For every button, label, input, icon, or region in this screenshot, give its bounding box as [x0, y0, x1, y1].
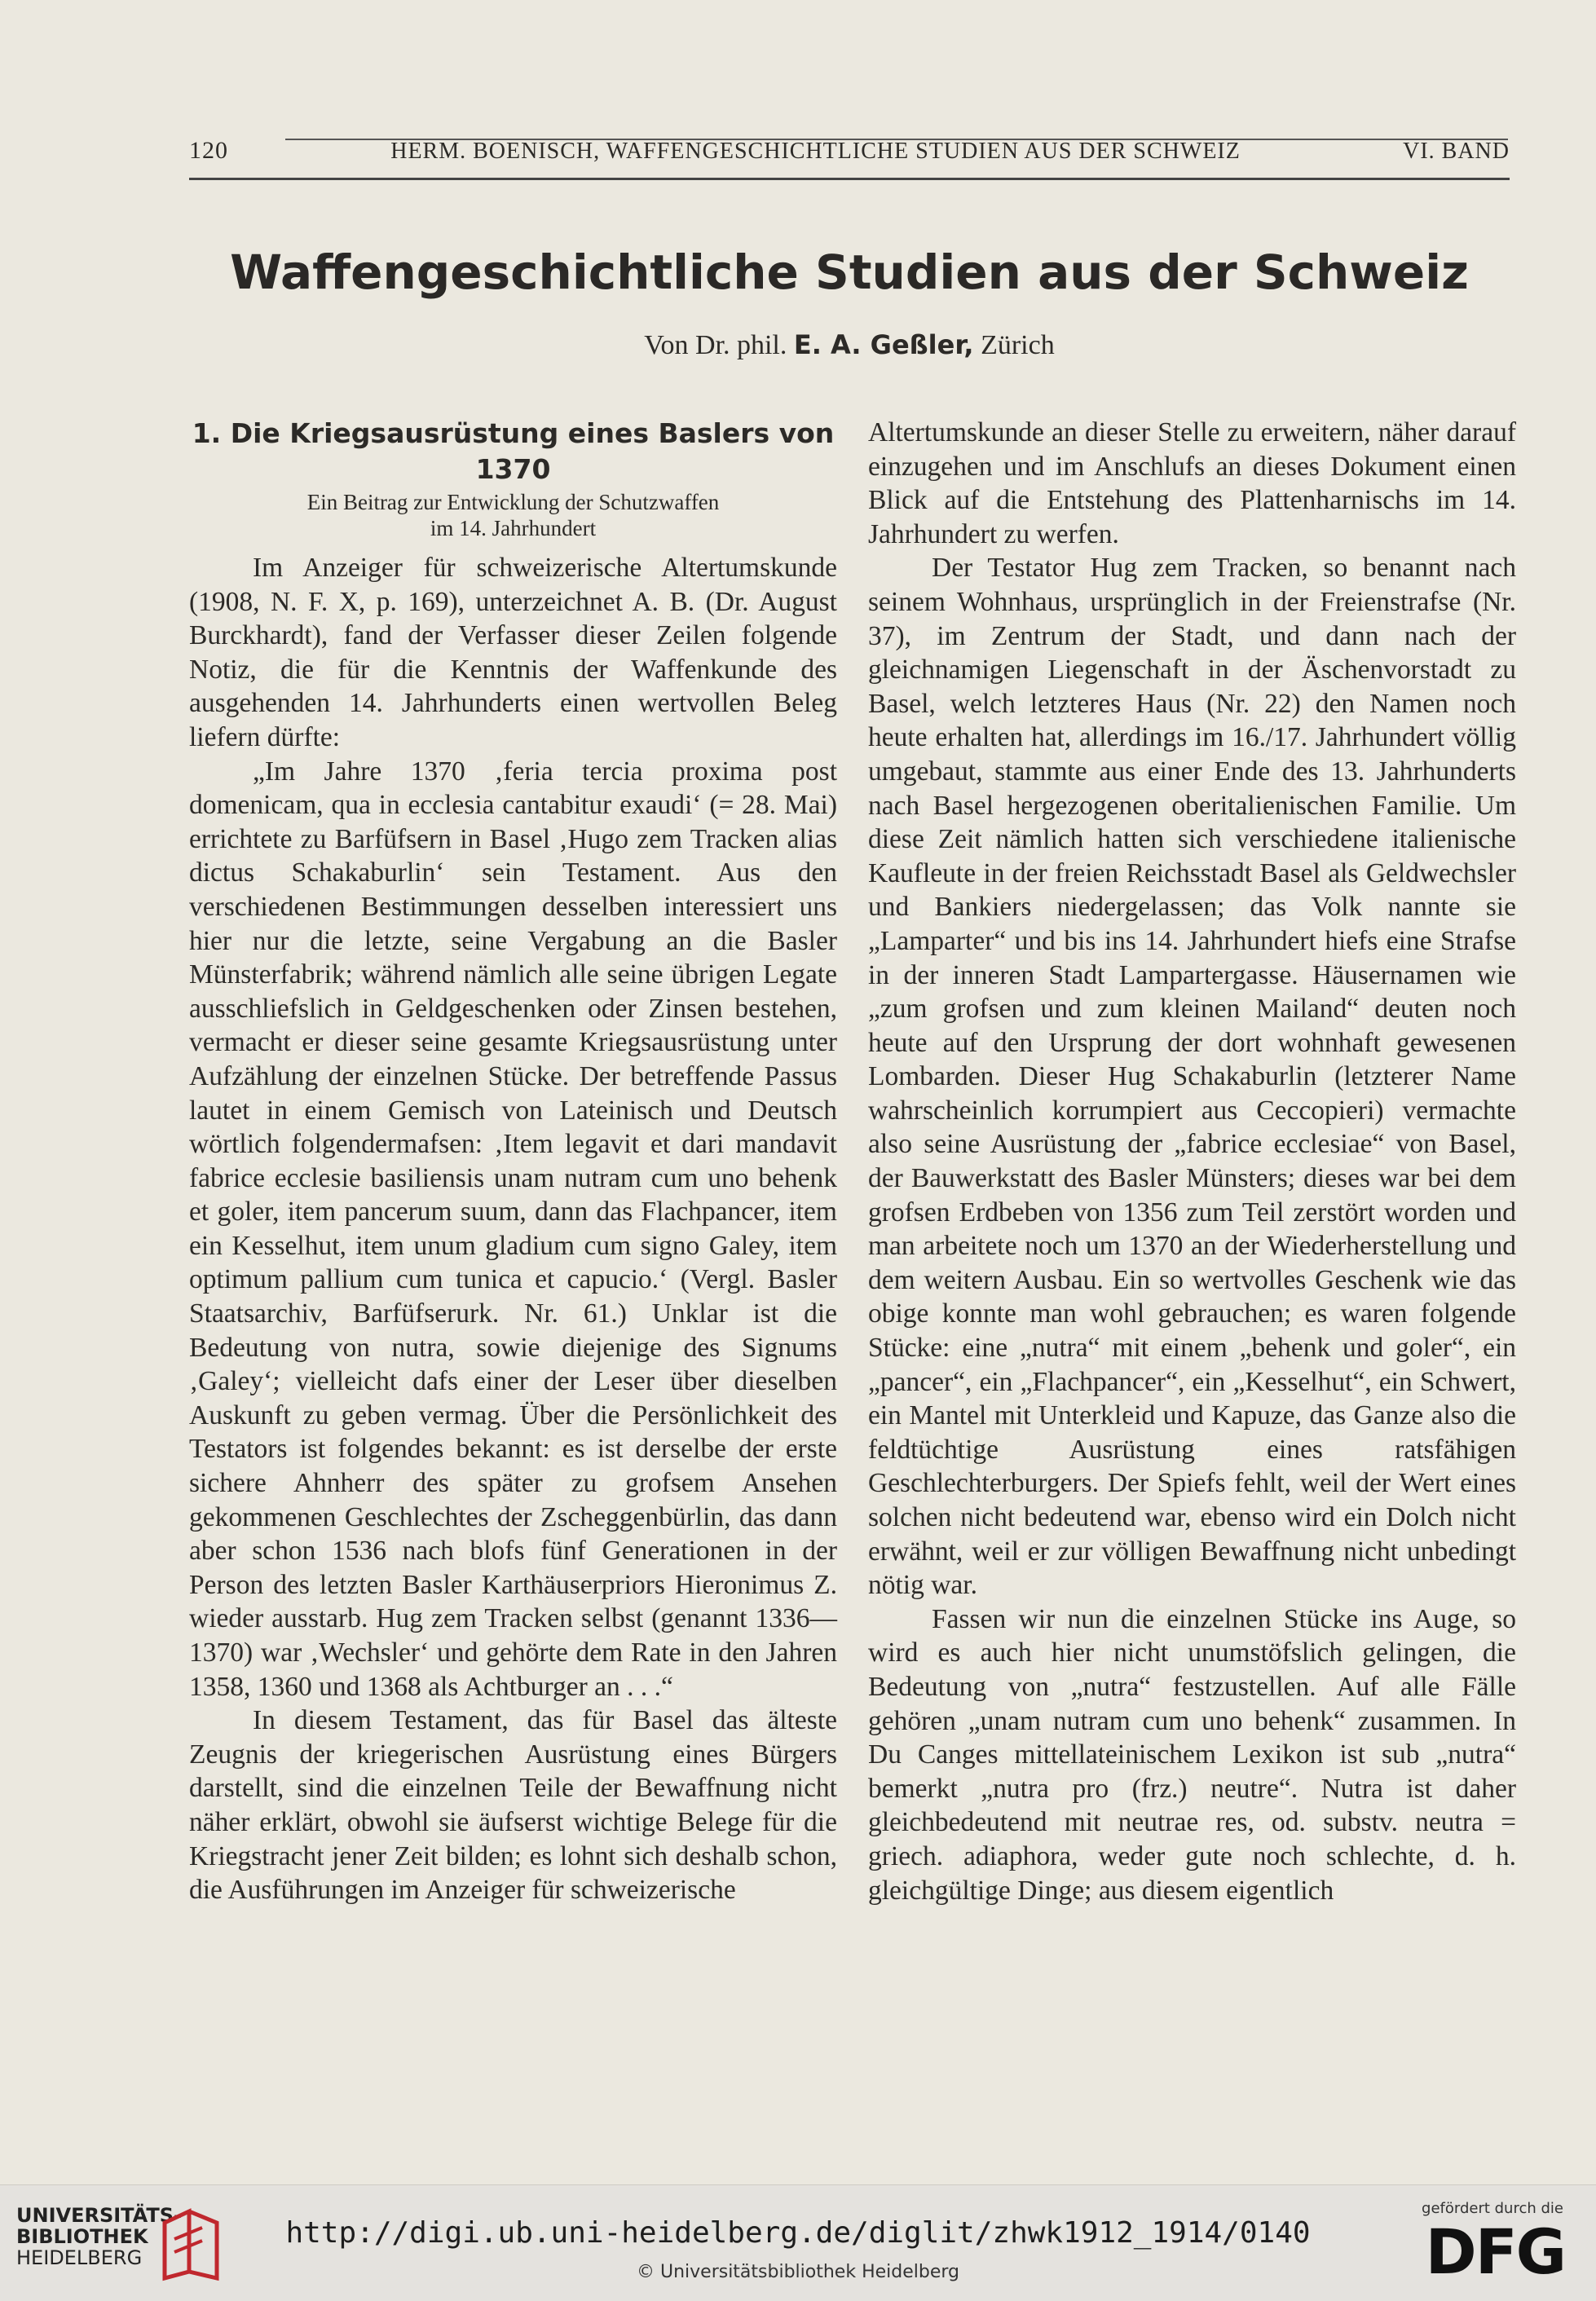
right-column: [868, 416, 1516, 1907]
paragraph: „Im Jahre 1370 ‚feria tercia proxima post domenicam, qua in ecclesia cantabitur exaudi‘ (= 28. Mai) errichtete zu Barfüfsern in Basel ‚Hugo zem Tracken alias dictus Schakaburlin‘ sein Testament. Aus den verschiedenen Bestimmungen desselben interessiert uns hier nur die letzte, seine Vergabung an die Basler Münsterfabrik; während nämlich alle seine übrigen Legate ausschliefslich in Geldgeschenken oder Zinsen bestehen, vermacht er dieser seine gesamte Kriegsausrüstung unter Aufzählung der einzelnen Stücke. Der betreffende Passus lautet in einem Gemisch von Lateinisch und Deutsch wörtlich folgendermafsen: ‚Item legavit et dari mandavit fabrice ecclesie basiliensis unam nutram cum uno behenk et goler, item pancerum suum, dann das Flachpancer, item ein Kesselhut, item unum gladium cum signo Galey, item optimum pallium cum tunica et capucio.‘ (Vergl. Basler Staatsarchiv, Barfüfserurk. Nr. 61.) Unklar ist die Bedeutung von nutra, sowie diejenige des Signums ‚Galey‘; vielleicht dafs einer der Leser über dieselben Auskunft zu geben vermag. Über die Persönlichkeit des Testators ist folgendes bekannt: es ist derselbe der erste sichere Ahnherr des später zu grofsem Ansehen gekommenen Geschlechtes der Zscheggenbürlin, das dann aber schon 1536 nach blofs fünf Generationen in der Person des letzten Basler Karthäuserpriors Hieronimus Z. wieder ausstarb. Hug zem Tracken selbst (genannt 1336—1370) war ‚Wechsler‘ und gehörte dem Rate in den Jahren 1358, 1360 und 1368 als Achtburger an . . .“: [189, 756, 837, 1702]
permalink-url[interactable]: http://digi.ub.uni-heidelberg.de/diglit/zhwk1912_1914/0140: [285, 2216, 1311, 2250]
viewer-footer: [0, 2184, 1596, 2301]
paragraph: Der Testator Hug zem Tracken, so benannt nach seinem Wohnhaus, ursprünglich in der Freienstrafse (Nr. 37), im Zentrum der Stadt, und dann nach der gleichnamigen Liegenschaft in der Äschenvorstadt zu Basel, welch letzteres Haus (Nr. 22) den Namen noch heute erhalten hat, allerdings im 16./17. Jahrhundert völlig umgebaut, stammte aus einer Ende des 13. Jahrhunderts nach Basel hergezogenen oberitalienischen Familie. Um diese Zeit nämlich hatten sich verschiedene italienische Kaufleute in der freien Reichsstadt Basel als Geldwechsler und Bankiers niedergelassen; das Volk nannte sie „Lamparter“ und bis ins 14. Jahrhundert hiefs eine Strafse in der inneren Stadt Lampartergasse. Häusernamen wie „zum grofsen und zum kleinen Mailand“ deuten noch heute auf den Ursprung der dort wohnhaft gewesenen Lombarden. Dieser Hug Schakaburlin (letzterer Name wahrscheinlich korrumpiert aus Ceccopieri) vermachte also seine Ausrüstung der „fabrice ecclesiae“ von Basel, der Bauwerkstatt des Basler Münsters; dieses war bei dem grofsen Erdbeben von 1356 zum Teil zerstört worden und man arbeitete noch um 1370 an der Wiederherstellung und dem weitern Ausbau. Ein so wertvolles Geschenk wie das obige konnte man wohl gebrauchen; es waren folgende Stücke: eine „nutra“ mit einem „behenk und goler“, ein „pancer“, ein „Flachpancer“, ein „Kesselhut“, ein Schwert, ein Mantel mit Unterkleid und Kapuze, das Ganze also die feldtüchtige Ausrüstung eines ratsfähigen Geschlechterburgers. Der Spiefs fehlt, weil der Wert eines solchen nicht bedeutend war, ebenso wird ein Dolch nicht erwähnt, weil er zur völligen Bewaffnung nicht unbedingt nötig war.: [868, 553, 1516, 1601]
paragraph: Altertumskunde an dieser Stelle zu erweitern, näher darauf einzugehen und im Anschlufs an dieses Dokument einen Blick auf die Entstehung des Plattenharnischs im 14. Jahrhundert zu werfen.: [868, 417, 1516, 549]
author-name: E. A. Geßler,: [793, 329, 974, 360]
author-location: Zürich: [981, 330, 1055, 360]
section-subtitle-line-1: Ein Beitrag zur Entwicklung der Schutzwaffen: [306, 490, 720, 514]
paragraph: Fassen wir nun die einzelnen Stücke ins Auge, so wird es auch hier nicht unumstöfslich gelingen, die Bedeutung von „nutra“ festzustellen. Auf alle Fälle gehören „unam nutram cum uno behenk“ zusammen. In Du Canges mittellateinischem Lexikon ist sub „nutra“ bemerkt „nutra pro (frz.) neutre“. Nutra ist daher gleichbedeutend mit neutrae res, od. substv. neutra = griech. adiaphora, weder gute noch schlechte, d. h. gleichgültige Dinge; aus diesem eigentlich: [868, 1603, 1516, 1906]
header-rule-bottom: [189, 178, 1510, 180]
running-header: [189, 137, 1510, 165]
library-name-line: BIBLIOTHEK: [16, 2225, 148, 2248]
section-title: 1. Die Kriegsausrüstung eines Baslers von 1370: [192, 417, 835, 485]
section-subtitle: [189, 489, 837, 541]
running-title: HERM. BOENISCH, WAFFENGESCHICHTLICHE STUDIEN AUS DER SCHWEIZ: [390, 139, 1241, 164]
paragraph: Im Anzeiger für schweizerische Altertumskunde (1908, N. F. X, p. 169), unterzeichnet A. B. (Dr. August Burckhardt), fand der Verfasser dieser Zeilen folgende Notiz, die für die Kenntnis der Waffenkunde des ausgehenden 14. Jahrhunderts einen wertvollen Beleg liefern dürfte:: [189, 553, 837, 752]
volume-label: VI. BAND: [1403, 139, 1510, 164]
byline: [189, 329, 1510, 361]
dfg-logo[interactable]: DFG: [1425, 2215, 1565, 2288]
byline-prefix: Von Dr. phil.: [644, 330, 787, 360]
funder-note: gefördert durch die: [1422, 2200, 1563, 2217]
copyright-notice: © Universitätsbibliothek Heidelberg: [636, 2262, 959, 2282]
left-column: [189, 416, 837, 1907]
paragraph: In diesem Testament, das für Basel das älteste Zeugnis der kriegerischen Ausrüstung eines Bürgers darstellt, sind die einzelnen Teile der Bewaffnung nicht näher erklärt, obwohl sie äufserst wichtige Belege für die Kriegstracht jener Zeit bilden; es lohnt sich deshalb schon, die Ausführungen im Anzeiger für schweizerische: [189, 1705, 837, 1906]
library-name-line: UNIVERSITÄTS-: [16, 2204, 183, 2227]
library-name-line: HEIDELBERG: [16, 2246, 143, 2269]
article-title: Waffengeschichtliche Studien aus der Schweiz: [230, 245, 1469, 300]
page-number: 120: [189, 137, 228, 164]
section-subtitle-line-2: im 14. Jahrhundert: [430, 516, 597, 540]
